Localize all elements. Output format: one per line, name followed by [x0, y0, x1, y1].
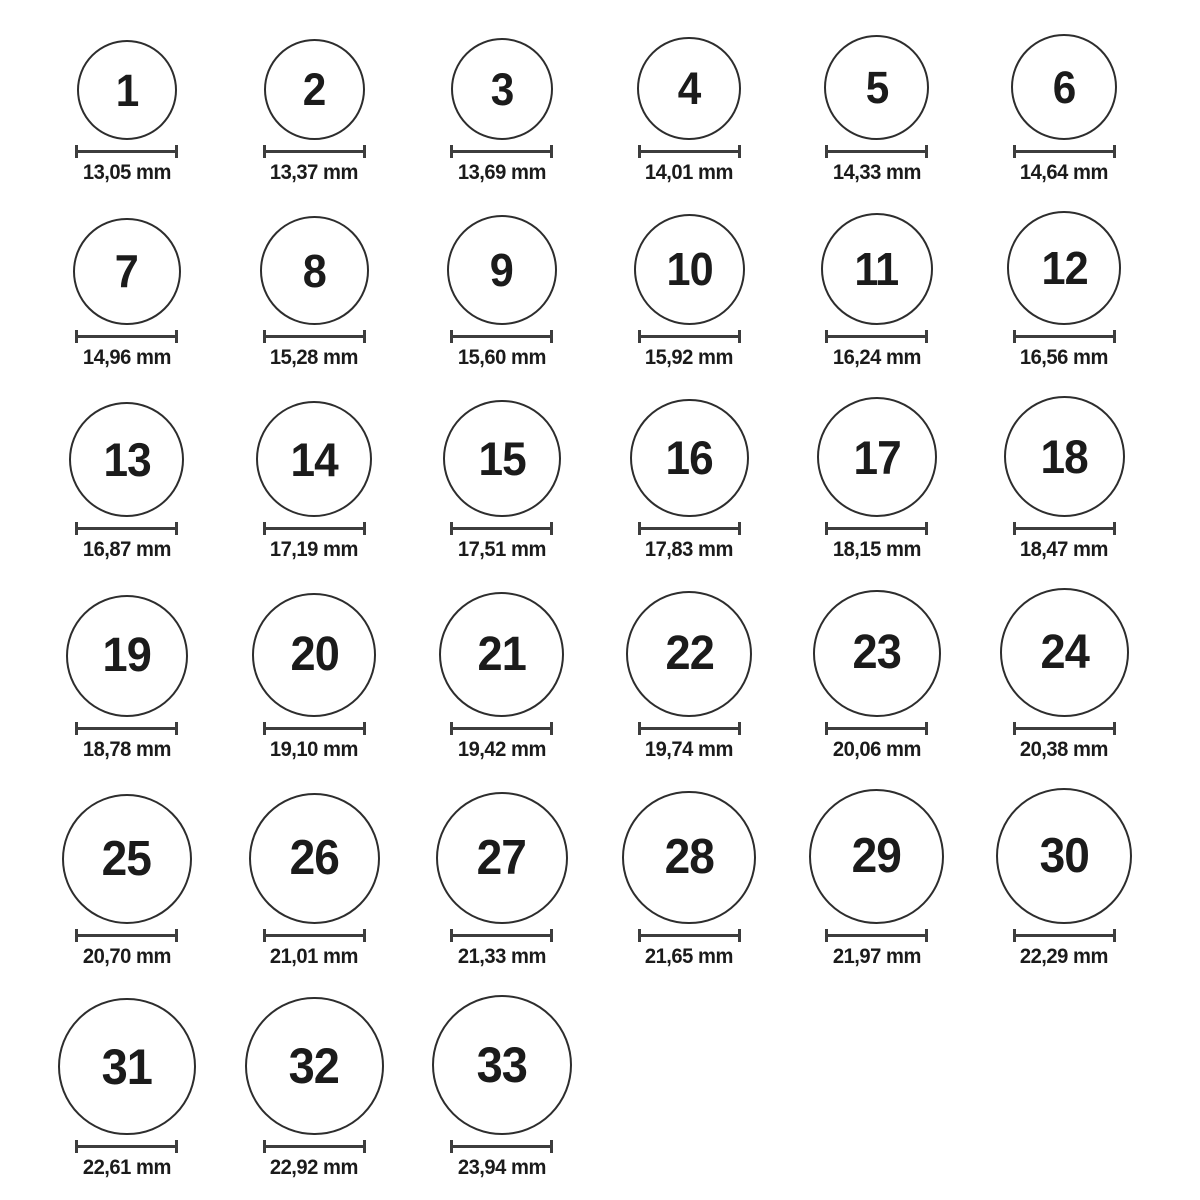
size-number: 20	[290, 628, 339, 682]
size-number: 8	[302, 244, 326, 297]
size-number: 22	[665, 626, 714, 680]
diameter-label: 19,10 mm	[270, 738, 359, 761]
diameter-label: 14,01 mm	[645, 161, 734, 185]
size-number: 19	[102, 628, 151, 682]
diameter-measure-line	[638, 929, 741, 942]
size-number: 27	[477, 830, 527, 885]
size-row	[33, 396, 1200, 562]
size-circle	[622, 791, 756, 925]
diameter-measure-line	[450, 929, 553, 942]
diameter-label: 13,69 mm	[457, 161, 546, 185]
diameter-label: 13,05 mm	[82, 161, 171, 185]
diameter-label: 14,96 mm	[82, 346, 171, 369]
size-circle	[824, 35, 929, 140]
size-number: 7	[115, 245, 139, 298]
diameter-measure-line	[450, 522, 553, 535]
diameter-label: 21,65 mm	[645, 945, 734, 969]
ring-size-item	[596, 399, 784, 563]
size-circle	[813, 590, 941, 718]
diameter-label: 19,74 mm	[645, 738, 734, 761]
size-row	[33, 588, 1200, 762]
size-number: 26	[289, 831, 339, 886]
size-number: 33	[476, 1037, 527, 1094]
diameter-measure-line	[825, 330, 928, 343]
size-circle	[443, 400, 561, 518]
diameter-measure-line	[1013, 522, 1116, 535]
size-number: 2	[302, 64, 326, 116]
size-number: 25	[102, 831, 152, 886]
diameter-measure-line	[263, 145, 366, 158]
diameter-label: 18,15 mm	[832, 538, 921, 562]
diameter-label: 21,33 mm	[457, 945, 546, 969]
size-number: 24	[1040, 625, 1089, 679]
size-number: 21	[477, 627, 526, 681]
diameter-label: 22,29 mm	[1020, 945, 1109, 969]
diameter-label: 15,60 mm	[457, 346, 546, 369]
diameter-measure-line	[75, 330, 178, 343]
size-number: 17	[853, 430, 901, 484]
diameter-label: 14,33 mm	[832, 161, 921, 185]
ring-size-item	[221, 997, 409, 1181]
ring-size-item	[596, 591, 784, 762]
size-circle	[249, 793, 380, 924]
size-number: 32	[289, 1037, 340, 1094]
diameter-label: 17,19 mm	[270, 538, 359, 562]
ring-size-item	[783, 789, 971, 969]
size-number: 4	[677, 62, 701, 114]
diameter-measure-line	[263, 1140, 366, 1153]
size-circle	[252, 593, 376, 717]
ring-size-item	[221, 793, 409, 969]
size-circle	[626, 591, 752, 717]
diameter-measure-line	[1013, 929, 1116, 942]
diameter-measure-line	[75, 145, 178, 158]
diameter-measure-line	[263, 522, 366, 535]
ring-size-item	[408, 995, 596, 1180]
diameter-measure-line	[75, 722, 178, 735]
size-number: 15	[478, 432, 526, 485]
size-number: 6	[1052, 61, 1076, 113]
ring-size-item	[408, 592, 596, 762]
diameter-measure-line	[825, 929, 928, 942]
diameter-label: 21,01 mm	[270, 945, 359, 969]
ring-size-item	[221, 593, 409, 762]
ring-size-item	[596, 37, 784, 186]
diameter-measure-line	[450, 722, 553, 735]
size-circle	[451, 38, 554, 141]
size-number: 29	[852, 829, 902, 884]
diameter-label: 18,47 mm	[1020, 538, 1109, 562]
size-circle	[77, 40, 177, 140]
size-number: 5	[865, 62, 889, 114]
ring-size-item	[783, 35, 971, 185]
ring-size-item	[783, 590, 971, 763]
diameter-label: 15,28 mm	[270, 346, 359, 369]
diameter-measure-line	[638, 722, 741, 735]
size-circle	[821, 213, 934, 326]
ring-size-item	[408, 792, 596, 970]
size-number: 23	[852, 626, 901, 680]
size-number: 12	[1041, 242, 1088, 295]
diameter-measure-line	[1013, 145, 1116, 158]
ring-size-item	[971, 788, 1159, 969]
ring-size-item	[33, 402, 221, 562]
diameter-label: 15,92 mm	[645, 346, 734, 369]
size-number: 14	[290, 432, 338, 486]
diameter-measure-line	[825, 145, 928, 158]
size-circle	[66, 595, 189, 718]
size-circle	[809, 789, 944, 924]
diameter-label: 20,70 mm	[82, 945, 171, 969]
diameter-label: 20,38 mm	[1020, 738, 1109, 761]
size-number: 9	[490, 244, 514, 296]
ring-size-item	[221, 401, 409, 562]
diameter-measure-line	[450, 1140, 553, 1153]
diameter-measure-line	[75, 1140, 178, 1153]
ring-size-item	[408, 215, 596, 370]
size-number: 13	[103, 433, 151, 487]
diameter-measure-line	[263, 722, 366, 735]
diameter-measure-line	[638, 330, 741, 343]
size-circle	[439, 592, 564, 717]
diameter-measure-line	[450, 145, 553, 158]
ring-size-item	[783, 213, 971, 371]
diameter-label: 17,51 mm	[457, 538, 546, 562]
size-row	[33, 995, 1200, 1180]
ring-size-item	[596, 791, 784, 970]
ring-size-item	[33, 595, 221, 763]
diameter-measure-line	[638, 522, 741, 535]
size-circle	[260, 216, 369, 325]
diameter-measure-line	[75, 929, 178, 942]
ring-size-item	[971, 34, 1159, 185]
size-number: 16	[665, 431, 713, 485]
diameter-label: 16,24 mm	[832, 346, 921, 369]
size-circle	[447, 215, 557, 325]
size-circle	[1000, 588, 1129, 717]
size-circle	[432, 995, 572, 1135]
size-circle	[817, 397, 937, 517]
size-circle	[69, 402, 184, 517]
size-circle	[637, 37, 741, 141]
size-number: 10	[666, 243, 713, 296]
diameter-measure-line	[1013, 722, 1116, 735]
ring-size-item	[33, 998, 221, 1181]
diameter-label: 23,94 mm	[457, 1156, 546, 1180]
ring-size-item	[33, 218, 221, 371]
ring-size-item	[33, 794, 221, 969]
size-row	[33, 788, 1200, 969]
size-number: 3	[490, 63, 514, 115]
ring-size-item	[783, 397, 971, 562]
diameter-measure-line	[638, 145, 741, 158]
diameter-label: 14,64 mm	[1020, 161, 1109, 185]
size-row	[33, 34, 1200, 185]
size-circle	[256, 401, 372, 517]
size-circle	[1004, 396, 1125, 517]
ring-size-item	[971, 396, 1159, 562]
diameter-label: 19,42 mm	[457, 738, 546, 761]
ring-size-item	[221, 216, 409, 370]
diameter-label: 16,56 mm	[1020, 346, 1109, 369]
size-circle	[436, 792, 569, 925]
diameter-measure-line	[263, 330, 366, 343]
size-circle	[62, 794, 192, 924]
size-circle	[245, 997, 384, 1136]
ring-size-item	[596, 214, 784, 370]
size-circle	[996, 788, 1132, 924]
diameter-measure-line	[1013, 330, 1116, 343]
diameter-measure-line	[450, 330, 553, 343]
diameter-measure-line	[263, 929, 366, 942]
diameter-label: 16,87 mm	[82, 538, 171, 562]
ring-size-item	[33, 40, 221, 185]
diameter-measure-line	[75, 522, 178, 535]
size-circle	[634, 214, 745, 325]
diameter-label: 13,37 mm	[270, 161, 359, 185]
size-circle	[264, 39, 365, 140]
size-number: 18	[1040, 430, 1088, 484]
size-circle	[58, 998, 196, 1136]
size-circle	[1011, 34, 1117, 140]
size-circle	[73, 218, 181, 326]
ring-size-item	[408, 38, 596, 186]
ring-size-item	[971, 588, 1159, 762]
diameter-measure-line	[825, 522, 928, 535]
size-number: 1	[115, 64, 139, 116]
diameter-label: 22,61 mm	[82, 1156, 171, 1180]
size-number: 28	[664, 829, 714, 884]
ring-size-item	[221, 39, 409, 185]
diameter-measure-line	[825, 722, 928, 735]
size-number: 11	[854, 242, 899, 295]
ring-size-item	[971, 211, 1159, 370]
size-circle	[1007, 211, 1121, 325]
ring-size-item	[408, 400, 596, 563]
diameter-label: 17,83 mm	[645, 538, 734, 562]
diameter-label: 22,92 mm	[270, 1156, 359, 1180]
size-circle	[630, 399, 749, 518]
diameter-label: 21,97 mm	[832, 945, 921, 969]
diameter-label: 18,78 mm	[82, 738, 171, 761]
size-row	[33, 211, 1200, 370]
size-number: 31	[101, 1038, 152, 1095]
size-number: 30	[1039, 828, 1089, 883]
diameter-label: 20,06 mm	[832, 738, 921, 761]
